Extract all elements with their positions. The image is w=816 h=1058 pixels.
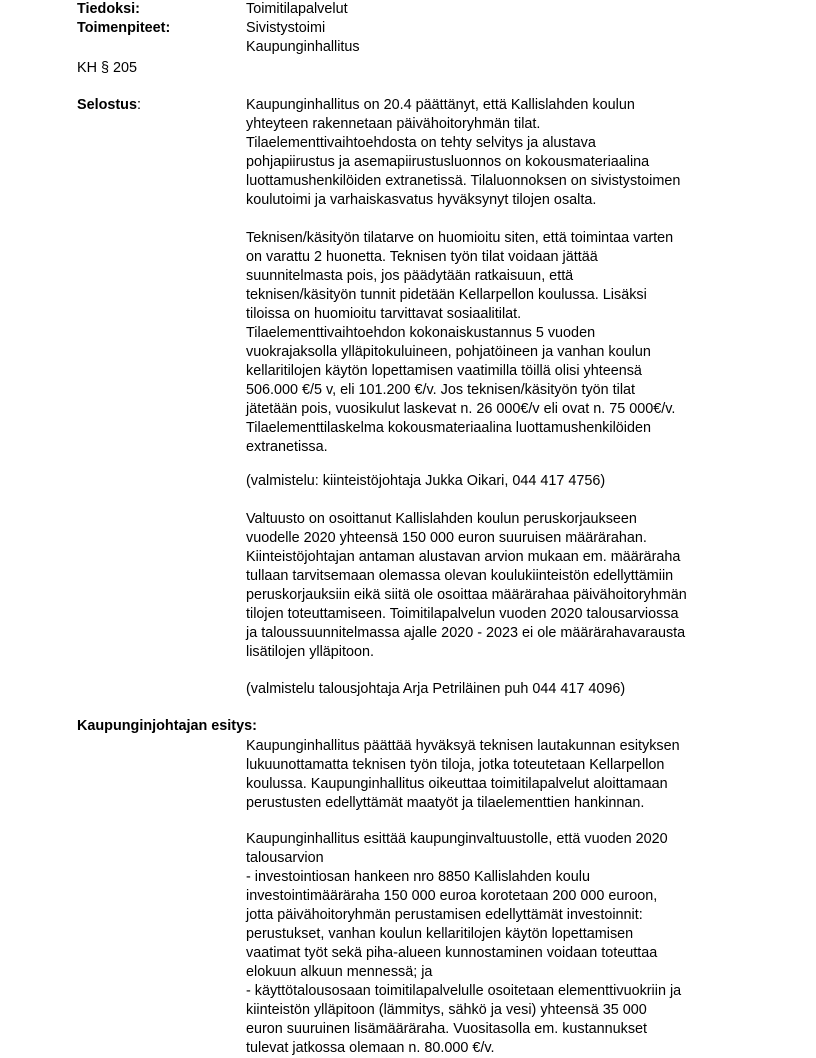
text-line: Tilaelementtivaihtoehdosta on tehty selvitys ja alustava	[246, 135, 596, 151]
text-line: ja taloussuunnitelmassa ajalle 2020 - 2023 ei ole määrärahavarausta	[246, 625, 686, 641]
text-line: Valtuusto on osoittanut Kallislahden koulun peruskorjaukseen	[246, 511, 637, 527]
text-line: - investointiosan hankeen nro 8850 Kallislahden koulu	[246, 869, 591, 885]
text-line: suunnitelmasta pois, jos päädytään ratkaisuun, että	[246, 268, 574, 284]
text-line: jätetään pois, vuosikulut laskevat n. 26 000€/v eli ovat n. 75 000€/v.	[246, 401, 676, 417]
toimenpiteet-value: Kaupunginhallitus	[246, 39, 360, 55]
text-line: perustukset, vanhan koulun kellaritilojen käytön lopettamisen	[246, 926, 634, 942]
text-line: lisätilojen ylläpitoon.	[246, 644, 374, 660]
text-line: koulutoimi ja varhaiskasvatus hyväksynyt tilojen osalta.	[246, 192, 597, 208]
selostus-paragraph	[246, 96, 680, 210]
text-line: investointimääräraha 150 000 euroa korotetaan 200 000 euroon,	[246, 888, 658, 904]
text-line: (valmistelu: kiinteistöjohtaja Jukka Oikari, 044 417 4756)	[246, 473, 606, 489]
text-line: extranetissa.	[246, 439, 328, 455]
valmistelu-note	[246, 680, 625, 699]
tiedoksi-label: Tiedoksi:	[77, 1, 140, 17]
text-line: 506.000 €/5 v, eli 101.200 €/v. Jos teknisen/käsityön työn tilat	[246, 382, 636, 398]
text-line: kellaritilojen käytön lopettamisen vaatimilla töillä olisi yhteensä	[246, 363, 642, 379]
text-line: Kaupunginhallitus on 20.4 päättänyt, että Kallislahden koulun	[246, 97, 635, 113]
text-line: pohjapiirustus ja asemapiirustusluonnos on kokousmateriaalina	[246, 154, 650, 170]
text-line: (valmistelu talousjohtaja Arja Petriläinen puh 044 417 4096)	[246, 681, 626, 697]
text-line: Kiinteistöjohtajan antaman alustavan arvion mukaan em. määräraha	[246, 549, 681, 565]
text-line: perustusten edellyttämät maatyöt ja tilaelementtien hankinnan.	[246, 795, 645, 811]
selostus-label	[77, 96, 141, 115]
text-line: euron suuruinen lisämääräraha. Vuositasolla em. kustannukset	[246, 1021, 648, 1037]
esitys-paragraph	[246, 830, 681, 1058]
text-line: tiloissa on huomioitu tarvittavat sosiaalitilat.	[246, 306, 522, 322]
text-line: lukuunottamatta teknisen työn tiloja, jotka toteutetaan Kellarpellon	[246, 757, 665, 773]
valmistelu-note	[246, 472, 605, 491]
text-line: - käyttötalousosaan toimitilapalvelulle osoitetaan elementtivuokriin ja	[246, 983, 682, 999]
text-line: Tilaelementtivaihtoehdon kokonaiskustannus 5 vuoden	[246, 325, 596, 341]
text-line: jotta päivähoitoryhmän perustamisen edellyttämät investoinnit:	[246, 907, 643, 923]
text-line: vaatimat työt sekä piha-alueen kunnostaminen voidaan toteuttaa	[246, 945, 658, 961]
toimenpiteet-value: Sivistystoimi	[246, 20, 326, 36]
text-line: kiinteistön ylläpitoon (lämmitys, sähkö ja vesi) yhteensä 35 000	[246, 1002, 647, 1018]
text-line: yhteyteen rakennetaan päivähoitoryhmän tilat.	[246, 116, 541, 132]
tiedoksi-value: Toimitilapalvelut	[246, 1, 348, 17]
text-line: Teknisen/käsityön tilatarve on huomioitu siten, että toimintaa varten	[246, 230, 674, 246]
text-line: vuodelle 2020 yhteensä 150 000 euron suuruisen määrärahan.	[246, 530, 647, 546]
text-line: tulevat jatkossa olemaan n. 80.000 €/v.	[246, 1040, 495, 1056]
text-line: Kaupunginhallitus esittää kaupunginvaltuustolle, että vuoden 2020	[246, 831, 668, 847]
text-line: koulussa. Kaupunginhallitus oikeuttaa toimitilapalvelut aloittamaan	[246, 776, 668, 792]
text-line: elokuun alkuun mennessä; ja	[246, 964, 433, 980]
selostus-label-colon: :	[136, 97, 141, 113]
text-line: on varattu 2 huonetta. Teknisen työn tilat voidaan jättää	[246, 249, 598, 265]
text-line: Kaupunginhallitus päättää hyväksyä teknisen lautakunnan esityksen	[246, 738, 680, 754]
text-line: tullaan tarvitsemaan olemassa olevan koulukiinteistön edellyttämiin	[246, 568, 674, 584]
text-line: peruskorjauksiin eikä siitä ole osoittaa määrärahaa päivähoitoryhmän	[246, 587, 687, 603]
text-line: tilojen toteuttamiseen. Toimitilapalvelun vuoden 2020 talousarviossa	[246, 606, 679, 622]
selostus-paragraph	[246, 510, 687, 662]
selostus-paragraph	[246, 229, 675, 457]
section-reference: KH § 205	[77, 60, 138, 76]
text-line: talousarvion	[246, 850, 324, 866]
text-line: teknisen/käsityön tunnit pidetään Kellarpellon koulussa. Lisäksi	[246, 287, 647, 303]
selostus-label-text: Selostus	[77, 97, 137, 113]
toimenpiteet-label: Toimenpiteet:	[77, 20, 171, 36]
text-line: vuokrajaksolla ylläpitokuluineen, pohjatöineen ja vanhan koulun	[246, 344, 651, 360]
esitys-label: Kaupunginjohtajan esitys:	[77, 718, 257, 734]
text-line: Tilaelementtilaskelma kokousmateriaalina luottamushenkilöiden	[246, 420, 652, 436]
text-line: luottamushenkilöiden extranetissä. Tilaluonnoksen on sivistystoimen	[246, 173, 681, 189]
esitys-paragraph	[246, 737, 680, 813]
